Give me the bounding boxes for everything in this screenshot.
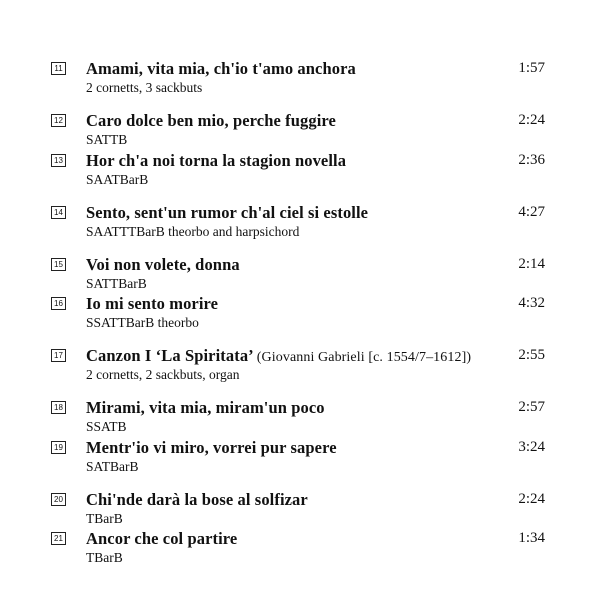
track-performers: TBarB <box>86 511 123 526</box>
track-performers: SAATBarB <box>86 172 149 187</box>
track-title <box>86 490 308 510</box>
track-performers: SSATB <box>86 419 127 434</box>
track-number-box: 13 <box>51 154 66 167</box>
track-composer-attribution: (Giovanni Gabrieli [c. 1554/7–1612]) <box>256 350 472 365</box>
track-title-text: Mentr'io vi miro, vorrei pur sapere <box>86 438 337 457</box>
track-performers: SATTB <box>86 132 128 147</box>
track-duration: 3:24 <box>518 439 545 455</box>
track-performers: 2 cornetts, 3 sackbuts <box>86 80 203 95</box>
track-performers: 2 cornetts, 2 sackbuts, organ <box>86 367 240 382</box>
track-performers: SSATTBarB theorbo <box>86 315 199 330</box>
track-duration: 2:24 <box>518 112 545 128</box>
track-duration: 4:32 <box>518 295 545 311</box>
track-title <box>86 59 356 79</box>
track-title <box>86 398 325 418</box>
track-number-box: 12 <box>51 114 66 127</box>
track-title-text: Amami, vita mia, ch'io t'amo anchora <box>86 59 356 78</box>
track-title-text: Sento, sent'un rumor ch'al ciel si estolle <box>86 203 369 222</box>
track-duration: 2:55 <box>518 347 545 363</box>
track-number-box: 17 <box>51 349 66 362</box>
track-duration: 2:14 <box>518 256 545 272</box>
track-title <box>86 255 240 275</box>
track-title-text: Hor ch'a noi torna la stagion novella <box>86 151 347 170</box>
track-duration: 2:57 <box>518 399 545 415</box>
track-title <box>86 151 346 171</box>
track-title-text: Canzon I ‘La Spiritata’ <box>86 346 253 365</box>
track-number-box: 11 <box>51 62 66 75</box>
track-title <box>86 438 337 458</box>
track-duration: 1:57 <box>518 60 545 76</box>
track-title-text: Mirami, vita mia, miram'un poco <box>86 398 325 417</box>
track-number-box: 20 <box>51 493 66 506</box>
track-title-text: Caro dolce ben mio, perche fuggire <box>86 111 336 130</box>
track-performers: SAATTTBarB theorbo and harpsichord <box>86 224 300 239</box>
track-number-box: 19 <box>51 441 66 454</box>
track-title <box>86 529 237 549</box>
track-performers: SATBarB <box>86 459 139 474</box>
track-title <box>86 294 218 314</box>
track-title <box>86 203 368 223</box>
track-title <box>86 111 336 131</box>
track-number-box: 16 <box>51 297 66 310</box>
track-number-box: 14 <box>51 206 66 219</box>
track-duration: 2:36 <box>518 152 545 168</box>
track-number-box: 18 <box>51 401 66 414</box>
track-number-box: 15 <box>51 258 66 271</box>
track-duration: 4:27 <box>518 204 545 220</box>
track-performers: SATTBarB <box>86 276 147 291</box>
track-number-box: 21 <box>51 532 66 545</box>
track-duration: 2:24 <box>518 491 545 507</box>
track-duration: 1:34 <box>518 530 545 546</box>
track-title-text: Ancor che col partire <box>86 529 238 548</box>
track-title-text: Chi'nde darà la bose al solfizar <box>86 490 308 509</box>
track-title-text: Voi non volete, donna <box>86 255 240 274</box>
track-title <box>86 346 471 366</box>
track-performers: TBarB <box>86 550 123 565</box>
track-title-text: Io mi sento morire <box>86 294 219 313</box>
